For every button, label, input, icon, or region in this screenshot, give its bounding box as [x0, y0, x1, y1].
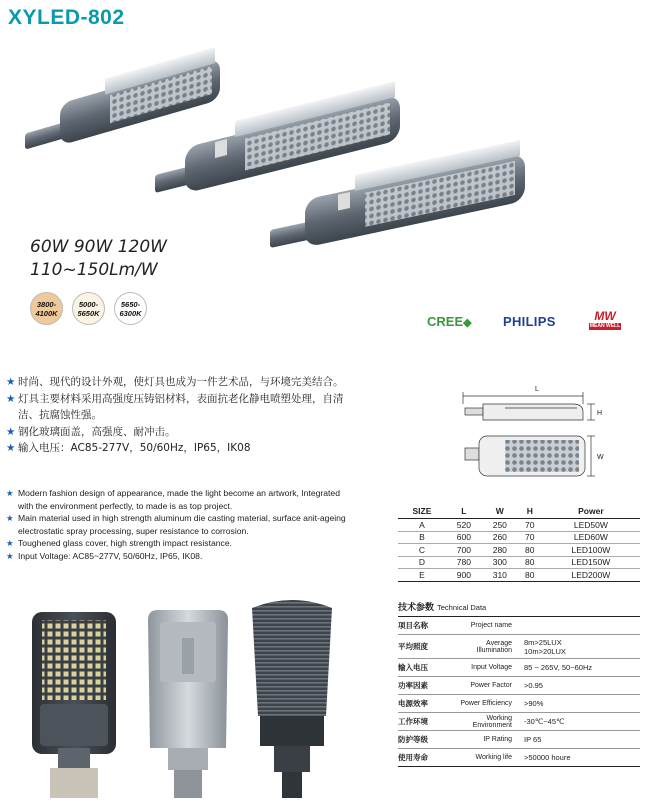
table-row: [398, 617, 640, 635]
street-light-small: [25, 46, 220, 156]
cct-badge-cool-label: 5650- 6300K: [119, 299, 142, 318]
length-cell: 600: [446, 531, 482, 544]
param-cn: 电源效率: [398, 695, 450, 713]
size-cell: B: [398, 531, 446, 544]
param-en: Input Voltage: [450, 659, 518, 677]
param-cn: 防护等级: [398, 731, 450, 749]
tech-data-table: [398, 616, 640, 767]
feature-cn-item: [6, 440, 346, 457]
param-value: 8m>25LUX 10m>20LUX: [518, 635, 640, 659]
feature-cn-text: 钢化玻璃面盖，高强度、耐冲击。: [18, 425, 176, 438]
table-row: [398, 749, 640, 767]
star-bullet-icon: ★: [6, 513, 14, 523]
param-value: 85 ~ 265V, 50~60Hz: [518, 659, 640, 677]
lamp-front-led-view: [32, 612, 116, 798]
table-row: [398, 569, 640, 582]
features-cn-list: [6, 374, 346, 457]
param-cn: 平均照度: [398, 635, 450, 659]
cree-arrow-icon: ◆: [463, 317, 472, 329]
param-value: IP 65: [518, 731, 640, 749]
size-table-header: [398, 505, 640, 519]
param-value: >50000 houre: [518, 749, 640, 767]
table-row: [398, 635, 640, 659]
length-label: L: [535, 386, 539, 393]
lamp-back-silver-view: [148, 610, 228, 798]
meanwell-name: MEAN WELL: [589, 323, 621, 329]
height-cell: 80: [518, 556, 542, 569]
table-row: [398, 695, 640, 713]
product-photos: [30, 598, 340, 798]
feature-en-text: Toughened glass cover, high strength impact resistance.: [18, 538, 233, 548]
length-col-header: L: [446, 505, 482, 519]
param-en: Working life: [450, 749, 518, 767]
param-en: Average Illumination: [450, 635, 518, 659]
feature-en-item: [6, 512, 346, 537]
param-value: >0.95: [518, 677, 640, 695]
table-row: [398, 531, 640, 544]
spec-summary: [30, 236, 167, 282]
features-en-list: [6, 487, 346, 562]
table-row: [398, 544, 640, 557]
size-cell: A: [398, 519, 446, 532]
feature-en-text: Modern fashion design of appearance, made the light become an artwork, Integrated with the environment perfectly, to made is as top project.: [18, 488, 340, 511]
size-cell: E: [398, 569, 446, 582]
feature-cn-text: 输入电压：AC85-277V，50/60Hz，IP65，IK08: [18, 442, 251, 454]
param-cn: 输入电压: [398, 659, 450, 677]
tech-title-cn: 技术参数: [398, 603, 435, 613]
table-row: [398, 713, 640, 731]
star-bullet-icon: ★: [6, 392, 16, 405]
table-row: [398, 519, 640, 532]
length-cell: 900: [446, 569, 482, 582]
power-cell: LED150W: [542, 556, 640, 569]
feature-en-item: [6, 537, 346, 550]
cct-badge-neutral: [72, 292, 105, 325]
feature-cn-item: [6, 374, 346, 391]
star-bullet-icon: ★: [6, 488, 14, 498]
length-cell: 520: [446, 519, 482, 532]
width-col-header: W: [482, 505, 518, 519]
dimension-drawing: [455, 382, 615, 500]
length-cell: 780: [446, 556, 482, 569]
height-label: H: [597, 410, 603, 417]
feature-en-item: [6, 550, 346, 563]
tech-data-heading: [398, 600, 486, 613]
feature-en-text: Input Voltage: AC85~277V, 50/60Hz, IP65, IK08.: [18, 550, 203, 561]
height-cell: 70: [518, 531, 542, 544]
star-bullet-icon: ★: [6, 538, 14, 548]
height-cell: 70: [518, 519, 542, 532]
width-cell: 250: [482, 519, 518, 532]
tech-title-en: Technical Data: [437, 603, 487, 612]
lamp-top-heatsink-view: [252, 600, 332, 798]
feature-en-item: [6, 487, 346, 512]
cct-badge-warm: [30, 292, 63, 325]
height-cell: 80: [518, 569, 542, 582]
param-en: Working Environment: [450, 713, 518, 731]
table-row: [398, 659, 640, 677]
param-en: Power Efficiency: [450, 695, 518, 713]
height-cell: 80: [518, 544, 542, 557]
feature-en-text: Main material used in high strength aluminum die casting material, surface anit-ageing electrostatic spray processing, super resistance to corrosion.: [18, 513, 346, 536]
power-col-header: Power: [542, 505, 640, 519]
philips-logo: PHILIPS: [503, 314, 556, 329]
meanwell-mark: MW: [594, 309, 616, 323]
size-table: [398, 505, 640, 582]
cree-logo: [427, 314, 472, 329]
cct-badge-warm-label: 3800- 4100K: [35, 299, 58, 318]
feature-cn-text: 灯具主要材料采用高强度压铸铝材料，表面抗老化静电喷塑处理，自清洁、抗腐蚀性强。: [18, 392, 344, 421]
power-cell: LED50W: [542, 519, 640, 532]
cree-logo-text: CREE: [427, 314, 464, 329]
param-en: Power Factor: [450, 677, 518, 695]
hero-product-image: [20, 35, 620, 250]
feature-cn-text: 时尚、现代的设计外观，使灯具也成为一件艺术品，与环境完美结合。: [18, 376, 344, 388]
width-cell: 280: [482, 544, 518, 557]
meanwell-logo: [589, 310, 621, 332]
wattage-options: 60W 90W 120W: [30, 237, 167, 257]
length-cell: 700: [446, 544, 482, 557]
cct-badge-neutral-label: 5000- 5650K: [77, 299, 100, 318]
size-cell: D: [398, 556, 446, 569]
power-cell: LED100W: [542, 544, 640, 557]
table-row: [398, 556, 640, 569]
param-cn: 使用寿命: [398, 749, 450, 767]
feature-cn-item: [6, 424, 346, 441]
cct-badge-cool: [114, 292, 147, 325]
param-value: -30℃~45℃: [518, 713, 640, 731]
table-row: [398, 677, 640, 695]
param-cn: 功率因素: [398, 677, 450, 695]
power-cell: LED200W: [542, 569, 640, 582]
height-col-header: H: [518, 505, 542, 519]
width-label: W: [597, 454, 604, 461]
product-model-title: XYLED-802: [8, 6, 125, 29]
param-cn: 项目名称: [398, 617, 450, 635]
table-row: [398, 731, 640, 749]
luminous-efficacy: 110~150Lm/W: [30, 260, 158, 280]
size-col-header: SIZE: [398, 505, 446, 519]
star-bullet-icon: ★: [6, 442, 16, 454]
feature-cn-item: [6, 391, 346, 424]
width-cell: 300: [482, 556, 518, 569]
star-bullet-icon: ★: [6, 425, 16, 438]
width-cell: 260: [482, 531, 518, 544]
param-en: Project name: [450, 617, 518, 635]
star-bullet-icon: ★: [6, 376, 16, 388]
power-cell: LED60W: [542, 531, 640, 544]
width-cell: 310: [482, 569, 518, 582]
param-value: [518, 617, 640, 635]
param-cn: 工作环境: [398, 713, 450, 731]
param-en: IP Rating: [450, 731, 518, 749]
star-bullet-icon: ★: [6, 550, 14, 561]
size-cell: C: [398, 544, 446, 557]
param-value: >90%: [518, 695, 640, 713]
